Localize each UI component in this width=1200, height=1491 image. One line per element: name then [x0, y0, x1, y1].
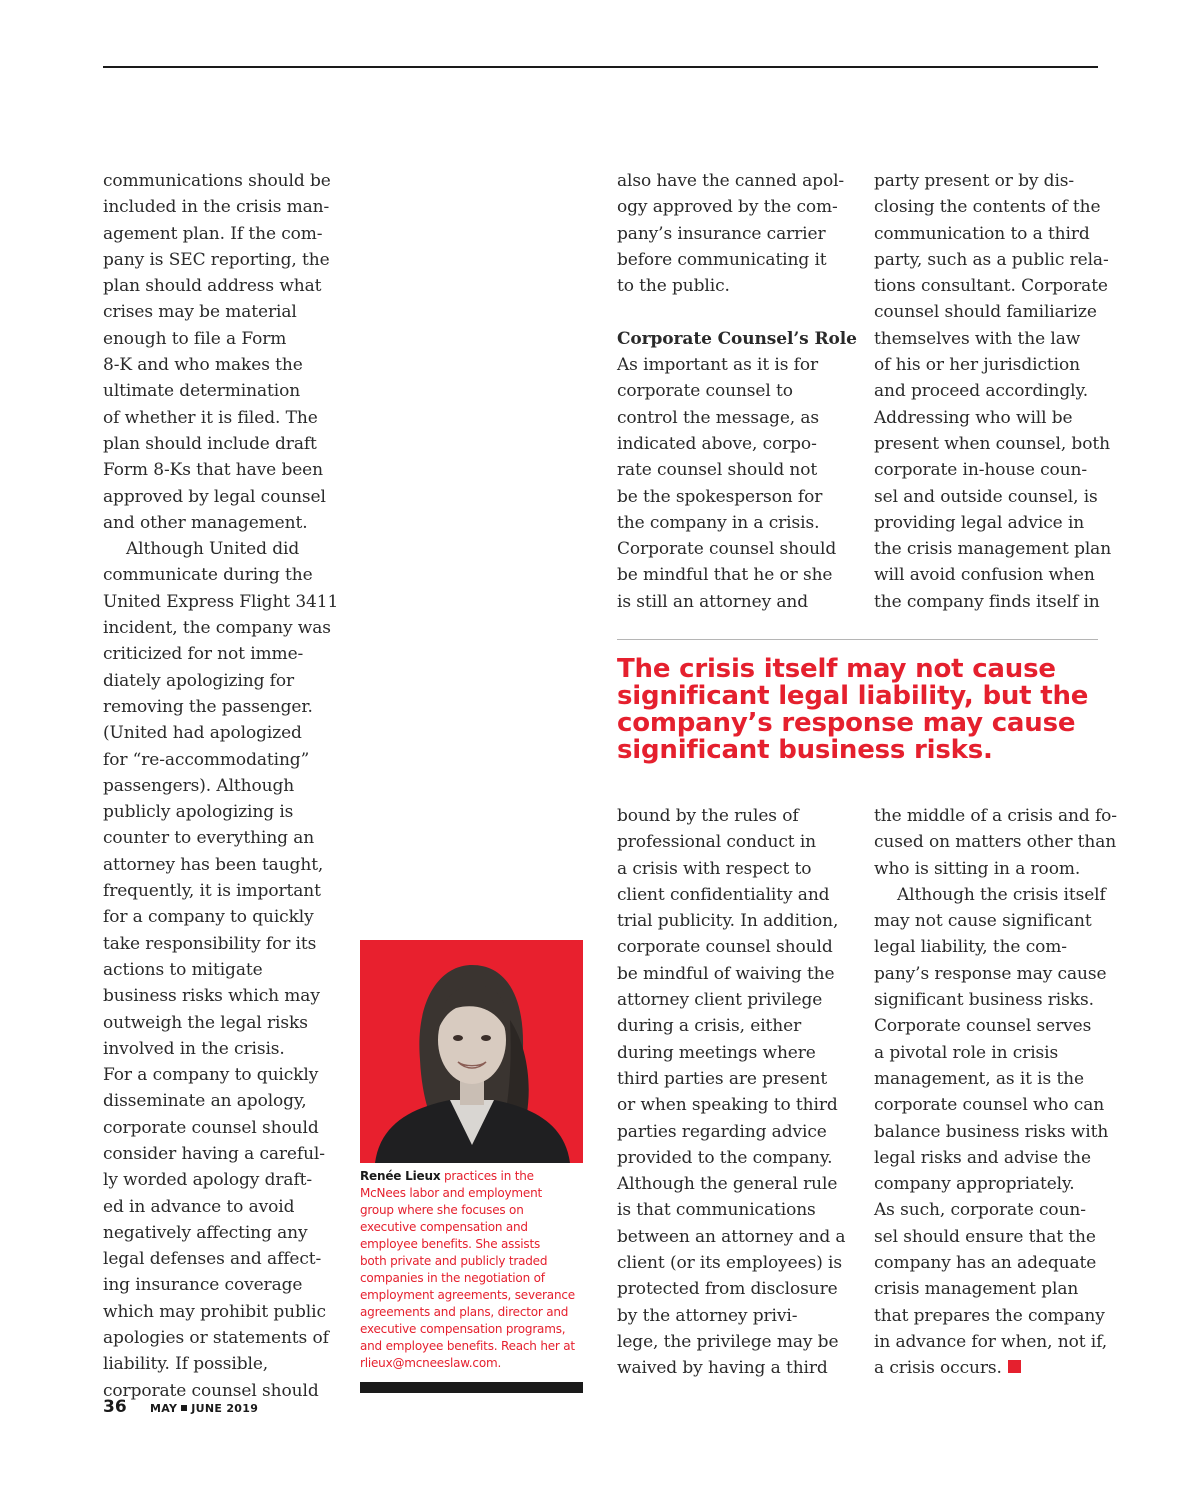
text-line: of his or her jurisdiction [874, 355, 1080, 376]
text-line: ing insurance coverage [103, 1275, 303, 1296]
bio-line: companies in the negotiation of [360, 1271, 545, 1285]
text-line: parties regarding advice [617, 1121, 827, 1142]
text-line: legal liability, the com- [874, 937, 1067, 958]
text-line: Although United did [126, 539, 300, 560]
text-line: United Express Flight 3411 [103, 591, 339, 612]
text-line: corporate counsel should [103, 1380, 319, 1401]
text-line: ogy approved by the com- [617, 197, 838, 218]
article-column-2-bottom [617, 803, 845, 1382]
bio-line: executive compensation and [360, 1220, 528, 1234]
text-line: ultimate determination [103, 381, 301, 402]
text-line: of whether it is filed. The [103, 407, 318, 428]
text-line: actions to mitigate [103, 959, 263, 980]
author-portrait-illustration [360, 940, 583, 1163]
text-line: rate counsel should not [617, 460, 818, 481]
bio-line: rlieux@mcneeslaw.com. [360, 1356, 502, 1370]
text-line: plan should address what [103, 276, 322, 297]
text-line: communications should be [103, 171, 331, 191]
text-line: publicly apologizing is [103, 802, 294, 823]
text-line: corporate counsel who can [874, 1095, 1105, 1116]
pull-quote-divider [617, 639, 1098, 640]
text-line: and other management. [103, 512, 308, 533]
text-line: between an attorney and a [617, 1226, 846, 1247]
text-line: disseminate an apology, [103, 1091, 307, 1112]
text-line: in advance for when, not if, [874, 1331, 1108, 1352]
text-line: that prepares the company [874, 1305, 1105, 1326]
text-line: sel should ensure that the [874, 1226, 1096, 1247]
text-line: apologies or statements of [103, 1328, 329, 1349]
text-line: frequently, it is important [103, 881, 321, 902]
issue-date [150, 1402, 258, 1415]
text-line: trial publicity. In addition, [617, 911, 839, 932]
text-line: corporate in-house coun- [874, 460, 1088, 481]
text-line: sel and outside counsel, is [874, 486, 1098, 507]
text-line: pany’s insurance carrier [617, 223, 826, 244]
text-line: crises may be material [103, 302, 297, 323]
text-line: involved in the crisis. [103, 1038, 285, 1059]
article-column-3-top [874, 168, 1111, 615]
bio-line: group where she focuses on [360, 1203, 524, 1217]
text-line: company appropriately. [874, 1174, 1075, 1195]
text-line: pany’s response may cause [874, 963, 1107, 984]
text-line: attorney client privilege [617, 990, 823, 1011]
text-line: corporate counsel to [617, 381, 793, 402]
text-line: incident, the company was [103, 618, 331, 639]
text-line: provided to the company. [617, 1147, 833, 1168]
bio-bottom-bar [360, 1382, 583, 1393]
pull-quote-line: significant legal liability, but the [617, 681, 1089, 711]
author-bio-first-line: practices in the [440, 1169, 534, 1183]
text-line: company has an adequate [874, 1253, 1097, 1274]
bio-line: both private and publicly traded [360, 1254, 548, 1268]
text-line: the company in a crisis. [617, 512, 820, 533]
text-line: be mindful of waiving the [617, 963, 835, 984]
text-line: and proceed accordingly. [874, 381, 1089, 402]
text-line: Form 8-Ks that have been [103, 460, 323, 481]
text-line: closing the contents of the [874, 197, 1101, 218]
pull-quote [617, 656, 1088, 764]
author-photo [360, 940, 583, 1163]
text-line: for a company to quickly [103, 907, 314, 928]
section-subhead: Corporate Counsel’s Role [617, 328, 857, 349]
author-name: Renée Lieux [360, 1169, 441, 1183]
text-line: be mindful that he or she [617, 565, 833, 586]
text-line: providing legal advice in [874, 512, 1085, 533]
bio-line: McNees labor and employment [360, 1186, 542, 1200]
text-line: professional conduct in [617, 832, 817, 853]
text-line: the company finds itself in [874, 591, 1100, 612]
text-line: As important as it is for [617, 355, 819, 376]
article-column-1 [103, 168, 338, 1404]
text-line: indicated above, corpo- [617, 433, 817, 454]
text-line: As such, corporate coun- [874, 1200, 1086, 1221]
text-line: removing the passenger. [103, 696, 313, 717]
text-line: be the spokesperson for [617, 486, 823, 507]
text-line: outweigh the legal risks [103, 1012, 308, 1033]
author-bio [360, 1168, 586, 1372]
text-line: third parties are present [617, 1068, 828, 1089]
text-line: may not cause significant [874, 911, 1092, 932]
text-line: lege, the privilege may be [617, 1331, 839, 1352]
text-line: Although the general rule [617, 1174, 838, 1195]
text-line: For a company to quickly [103, 1065, 319, 1086]
text-line: legal defenses and affect- [103, 1249, 322, 1270]
text-line: themselves with the law [874, 328, 1081, 349]
issue-month-end: JUNE 2019 [191, 1402, 259, 1415]
text-line: balance business risks with [874, 1121, 1109, 1142]
bio-line: executive compensation programs, [360, 1322, 566, 1336]
text-line: communication to a third [874, 223, 1090, 244]
text-line: present when counsel, both [874, 433, 1110, 454]
text-line: cused on matters other than [874, 832, 1117, 853]
text-line: passengers). Although [103, 775, 295, 796]
text-line: enough to file a Form [103, 328, 287, 349]
issue-month-start: MAY [150, 1402, 178, 1415]
bio-line: agreements and plans, director and [360, 1305, 569, 1319]
text-line: client confidentiality and [617, 884, 830, 905]
article-column-2-top [617, 168, 857, 615]
text-line: the crisis management plan [874, 539, 1112, 560]
text-line: criticized for not imme- [103, 644, 304, 665]
text-line: is that communications [617, 1200, 816, 1221]
pull-quote-line: significant business risks. [617, 735, 993, 765]
text-line: who is sitting in a room. [874, 858, 1081, 879]
text-line: crisis management plan [874, 1279, 1079, 1300]
page-number: 36 [103, 1397, 127, 1417]
text-line: liability. If possible, [103, 1354, 269, 1375]
text-line: a crisis occurs. [874, 1355, 1117, 1381]
text-line: attorney has been taught, [103, 854, 324, 875]
text-line: ly worded apology draft- [103, 1170, 313, 1191]
text-line: communicate during the [103, 565, 313, 586]
text-line: during a crisis, either [617, 1016, 802, 1037]
text-line: which may prohibit public [103, 1301, 326, 1322]
bio-line: and employee benefits. Reach her at [360, 1339, 575, 1353]
text-line: Corporate counsel should [617, 539, 837, 560]
text-line: corporate counsel should [617, 937, 833, 958]
square-separator-icon [181, 1405, 187, 1411]
text-line: control the message, as [617, 407, 820, 428]
text-line: agement plan. If the com- [103, 223, 323, 244]
bio-line: employee benefits. She assists [360, 1237, 541, 1251]
text-line: ed in advance to avoid [103, 1196, 295, 1217]
text-line: is still an attorney and [617, 591, 809, 612]
text-line: tions consultant. Corporate [874, 276, 1108, 297]
text-line: protected from disclosure [617, 1279, 838, 1300]
text-line: client (or its employees) is [617, 1253, 843, 1274]
text-line: 8-K and who makes the [103, 355, 303, 376]
text-line: pany is SEC reporting, the [103, 249, 330, 270]
text-line: bound by the rules of [617, 806, 799, 826]
text-line: will avoid confusion when [874, 565, 1095, 586]
text-line: legal risks and advise the [874, 1147, 1091, 1168]
text-line: counsel should familiarize [874, 302, 1097, 323]
text-line: corporate counsel should [103, 1117, 319, 1138]
text-line: or when speaking to third [617, 1095, 838, 1116]
text-line: negatively affecting any [103, 1222, 308, 1243]
text-line: (United had apologized [103, 723, 302, 744]
text-line: party, such as a public rela- [874, 249, 1109, 270]
text-line: Although the crisis itself [897, 884, 1106, 905]
top-rule [103, 66, 1098, 68]
text-line: Addressing who will be [874, 407, 1073, 428]
text-line: management, as it is the [874, 1068, 1084, 1089]
text-line: to the public. [617, 276, 730, 297]
text-line: before communicating it [617, 249, 827, 270]
text-line: a crisis with respect to [617, 858, 812, 879]
text-line: by the attorney privi- [617, 1305, 798, 1326]
text-line: Corporate counsel serves [874, 1016, 1092, 1037]
page-footer [103, 1397, 259, 1417]
text-line: included in the crisis man- [103, 197, 330, 218]
text-line: diately apologizing for [103, 670, 295, 691]
end-of-article-icon [1008, 1360, 1021, 1373]
text-line: consider having a careful- [103, 1143, 325, 1164]
text-line: approved by legal counsel [103, 486, 326, 507]
text-line: counter to everything an [103, 828, 315, 849]
text-line: plan should include draft [103, 433, 317, 454]
pull-quote-line: company’s response may cause [617, 708, 1076, 738]
text-line: party present or by dis- [874, 171, 1075, 191]
text-line: the middle of a crisis and fo- [874, 806, 1117, 826]
text-line: during meetings where [617, 1042, 816, 1063]
text-line: also have the canned apol- [617, 171, 845, 191]
text-line: significant business risks. [874, 990, 1094, 1011]
text-line: for “re-accommodating” [103, 749, 310, 770]
pull-quote-line: The crisis itself may not cause [617, 654, 1056, 684]
article-column-3-bottom [874, 803, 1117, 1382]
text-line: business risks which may [103, 986, 320, 1007]
text-line: a pivotal role in crisis [874, 1042, 1059, 1063]
bio-line: employment agreements, severance [360, 1288, 575, 1302]
text-line: take responsibility for its [103, 933, 317, 954]
text-line: waived by having a third [617, 1358, 828, 1379]
